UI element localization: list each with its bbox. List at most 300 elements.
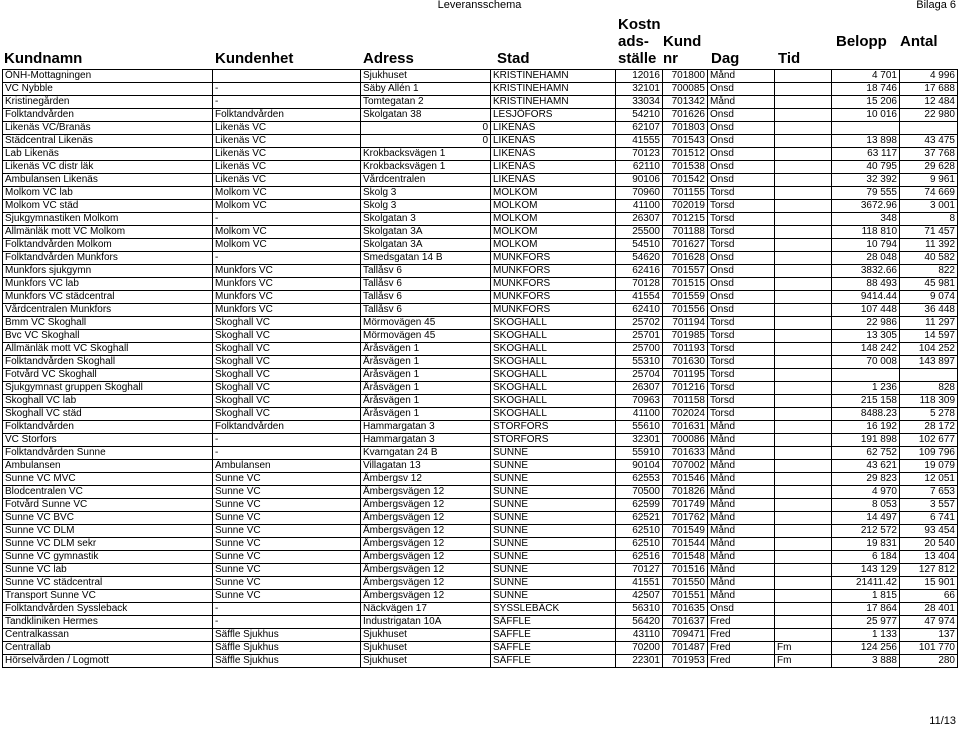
cell-kundnamn: Folktandvården [3, 421, 213, 434]
cell-tid [775, 109, 832, 122]
cell-belopp [832, 369, 900, 382]
cell-kostnadsstalle: 62510 [616, 525, 663, 538]
cell-adress: Åmbergsvägen 12 [361, 551, 491, 564]
cell-tid [775, 148, 832, 161]
table-row [3, 499, 958, 512]
cell-dag: Onsd [708, 304, 775, 317]
cell-tid [775, 330, 832, 343]
cell-kundenhet: Skoghall VC [213, 395, 361, 408]
cell-kundenhet: Munkfors VC [213, 278, 361, 291]
cell-belopp: 4 701 [832, 70, 900, 83]
cell-belopp: 15 206 [832, 96, 900, 109]
cell-kundenhet: Likenäs VC [213, 174, 361, 187]
cell-kundnamn: Transport Sunne VC [3, 590, 213, 603]
cell-antal: 7 653 [900, 486, 958, 499]
cell-kundnamn: Munkfors VC städcentral [3, 291, 213, 304]
cell-kostnadsstalle: 62599 [616, 499, 663, 512]
cell-antal: 6 741 [900, 512, 958, 525]
cell-dag: Månd [708, 564, 775, 577]
cell-antal [900, 122, 958, 135]
cell-kundenhet: Sunne VC [213, 564, 361, 577]
cell-kostnadsstalle: 55910 [616, 447, 663, 460]
cell-kundnr: 701628 [663, 252, 708, 265]
cell-tid [775, 551, 832, 564]
cell-tid [775, 83, 832, 96]
cell-tid [775, 200, 832, 213]
cell-kundnr: 701626 [663, 109, 708, 122]
cell-dag: Onsd [708, 161, 775, 174]
cell-adress: Skolgatan 3A [361, 226, 491, 239]
cell-kundnamn: Hörselvården / Logmott [3, 655, 213, 668]
cell-kundenhet: Molkom VC [213, 187, 361, 200]
cell-kundnamn: Blodcentralen VC [3, 486, 213, 499]
cell-stad: LIKENÄS [491, 161, 616, 174]
table-row [3, 200, 958, 213]
table-row [3, 421, 958, 434]
cell-kostnadsstalle: 42507 [616, 590, 663, 603]
cell-dag: Månd [708, 486, 775, 499]
cell-belopp: 191 898 [832, 434, 900, 447]
cell-kundenhet: Sunne VC [213, 590, 361, 603]
cell-kundenhet: Skoghall VC [213, 369, 361, 382]
cell-kundenhet: Folktandvården [213, 421, 361, 434]
cell-adress: Krokbacksvägen 1 [361, 161, 491, 174]
cell-belopp: 10 794 [832, 239, 900, 252]
cell-tid [775, 629, 832, 642]
cell-antal: 17 688 [900, 83, 958, 96]
cell-tid [775, 187, 832, 200]
table-row [3, 551, 958, 564]
cell-kundnr: 701548 [663, 551, 708, 564]
cell-antal: 101 770 [900, 642, 958, 655]
cell-kundnamn: Sjukgymnastiken Molkom [3, 213, 213, 226]
table-row [3, 642, 958, 655]
cell-kundnamn: Sunne VC lab [3, 564, 213, 577]
cell-stad: SKOGHALL [491, 317, 616, 330]
cell-kundenhet: Munkfors VC [213, 291, 361, 304]
cell-belopp: 3 888 [832, 655, 900, 668]
table-row [3, 486, 958, 499]
cell-tid [775, 317, 832, 330]
cell-antal: 104 252 [900, 343, 958, 356]
table-body [3, 70, 958, 668]
cell-tid: Fm [775, 655, 832, 668]
cell-kundenhet: Skoghall VC [213, 330, 361, 343]
cell-kundenhet: Munkfors VC [213, 265, 361, 278]
cell-dag: Torsd [708, 213, 775, 226]
cell-kostnadsstalle: 62410 [616, 304, 663, 317]
cell-stad: SKOGHALL [491, 408, 616, 421]
cell-adress: Vårdcentralen [361, 174, 491, 187]
cell-dag: Torsd [708, 187, 775, 200]
cell-kundnr: 701544 [663, 538, 708, 551]
cell-kundnamn: Bmm VC Skoghall [3, 317, 213, 330]
cell-belopp: 3672.96 [832, 200, 900, 213]
cell-antal: 71 457 [900, 226, 958, 239]
cell-antal: 8 [900, 213, 958, 226]
cell-stad: LIKENÄS [491, 122, 616, 135]
cell-kostnadsstalle: 62553 [616, 473, 663, 486]
cell-kundnr: 701195 [663, 369, 708, 382]
cell-kundnr: 701630 [663, 356, 708, 369]
cell-kostnadsstalle: 90106 [616, 174, 663, 187]
cell-dag: Månd [708, 473, 775, 486]
cell-tid [775, 512, 832, 525]
table-row [3, 252, 958, 265]
cell-kostnadsstalle: 25700 [616, 343, 663, 356]
table-row [3, 382, 958, 395]
cell-kostnadsstalle: 70123 [616, 148, 663, 161]
cell-antal: 828 [900, 382, 958, 395]
cell-kundnamn: Tandkliniken Hermes [3, 616, 213, 629]
cell-kundnamn: Sunne VC städcentral [3, 577, 213, 590]
cell-adress: Åmbergsv 12 [361, 473, 491, 486]
cell-antal: 4 996 [900, 70, 958, 83]
cell-dag: Torsd [708, 200, 775, 213]
header-kundnamn: Kundnamn [4, 50, 83, 67]
cell-kostnadsstalle: 22301 [616, 655, 663, 668]
cell-belopp: 14 497 [832, 512, 900, 525]
cell-kundnamn: Sunne VC DLM sekr [3, 538, 213, 551]
header-kostnadsstalle-1: Kostn [618, 16, 661, 33]
cell-stad: MUNKFORS [491, 278, 616, 291]
cell-kundnr: 701551 [663, 590, 708, 603]
cell-tid [775, 252, 832, 265]
table-row [3, 122, 958, 135]
cell-tid [775, 421, 832, 434]
cell-belopp: 63 117 [832, 148, 900, 161]
cell-kundnr: 701188 [663, 226, 708, 239]
cell-kostnadsstalle: 43110 [616, 629, 663, 642]
cell-stad: MUNKFORS [491, 252, 616, 265]
cell-kundenhet: Sunne VC [213, 486, 361, 499]
cell-stad: MOLKOM [491, 239, 616, 252]
cell-kostnadsstalle: 25702 [616, 317, 663, 330]
cell-kostnadsstalle: 26307 [616, 213, 663, 226]
cell-adress: Skolgatan 3 [361, 213, 491, 226]
cell-stad: LESJÖFORS [491, 109, 616, 122]
cell-stad: SUNNE [491, 447, 616, 460]
cell-kundnamn: Skoghall VC städ [3, 408, 213, 421]
cell-antal: 66 [900, 590, 958, 603]
cell-kundnr: 701631 [663, 421, 708, 434]
cell-kostnadsstalle: 56310 [616, 603, 663, 616]
header-tid: Tid [778, 50, 801, 67]
cell-kundenhet: Likenäs VC [213, 148, 361, 161]
cell-tid [775, 70, 832, 83]
cell-kundenhet: - [213, 447, 361, 460]
cell-belopp [832, 122, 900, 135]
cell-kostnadsstalle: 25701 [616, 330, 663, 343]
cell-adress: Åråsvägen 1 [361, 408, 491, 421]
cell-kundnamn: Skoghall VC lab [3, 395, 213, 408]
cell-kundenhet: Sunne VC [213, 551, 361, 564]
table-row [3, 278, 958, 291]
header-antal: Antal [900, 33, 938, 50]
cell-kostnadsstalle: 70963 [616, 395, 663, 408]
cell-kostnadsstalle: 26307 [616, 382, 663, 395]
table-row [3, 317, 958, 330]
cell-kundnamn: Folktandvården Molkom [3, 239, 213, 252]
cell-kundenhet: Sunne VC [213, 473, 361, 486]
cell-antal: 143 897 [900, 356, 958, 369]
cell-kundnamn: Sunne VC BVC [3, 512, 213, 525]
cell-stad: SUNNE [491, 486, 616, 499]
cell-kostnadsstalle: 41555 [616, 135, 663, 148]
cell-kundnamn: Molkom VC städ [3, 200, 213, 213]
table-row [3, 161, 958, 174]
cell-belopp: 21411.42 [832, 577, 900, 590]
cell-dag: Onsd [708, 83, 775, 96]
cell-antal: 28 401 [900, 603, 958, 616]
cell-stad: SUNNE [491, 460, 616, 473]
cell-kundenhet: - [213, 252, 361, 265]
cell-kostnadsstalle: 54210 [616, 109, 663, 122]
cell-antal [900, 369, 958, 382]
cell-belopp: 1 236 [832, 382, 900, 395]
cell-kundenhet: Skoghall VC [213, 382, 361, 395]
cell-antal: 102 677 [900, 434, 958, 447]
cell-tid [775, 161, 832, 174]
header-kostnadsstalle-2: ads- [618, 33, 649, 50]
cell-kundnamn: Likenäs VC distr läk [3, 161, 213, 174]
cell-kundnr: 701549 [663, 525, 708, 538]
cell-belopp: 25 977 [832, 616, 900, 629]
cell-kundenhet: Säffle Sjukhus [213, 629, 361, 642]
cell-tid [775, 265, 832, 278]
cell-kundnamn: Folktandvården Skoghall [3, 356, 213, 369]
cell-kundenhet: Likenäs VC [213, 161, 361, 174]
cell-tid [775, 447, 832, 460]
table-row [3, 187, 958, 200]
cell-belopp: 10 016 [832, 109, 900, 122]
cell-stad: STORFORS [491, 434, 616, 447]
cell-tid [775, 460, 832, 473]
cell-kundnr: 702019 [663, 200, 708, 213]
cell-belopp: 143 129 [832, 564, 900, 577]
cell-antal: 12 484 [900, 96, 958, 109]
cell-kundnamn: Allmänläk mott VC Skoghall [3, 343, 213, 356]
cell-belopp: 3832.66 [832, 265, 900, 278]
cell-kundnr: 701538 [663, 161, 708, 174]
cell-kundenhet: Sunne VC [213, 538, 361, 551]
cell-adress: Åmbergsvägen 12 [361, 590, 491, 603]
cell-kostnadsstalle: 41100 [616, 200, 663, 213]
cell-kundnamn: Folktandvården Syssleback [3, 603, 213, 616]
table-row [3, 109, 958, 122]
cell-kundenhet: - [213, 83, 361, 96]
cell-kostnadsstalle: 70127 [616, 564, 663, 577]
table-row [3, 473, 958, 486]
cell-antal: 13 404 [900, 551, 958, 564]
cell-kundnamn: Sunne VC gymnastik [3, 551, 213, 564]
cell-kundnamn: Ambulansen Likenäs [3, 174, 213, 187]
header-kundnr-2: nr [663, 50, 678, 67]
cell-kundnr: 701803 [663, 122, 708, 135]
table-row [3, 356, 958, 369]
cell-kundenhet: - [213, 213, 361, 226]
cell-dag: Månd [708, 70, 775, 83]
cell-dag: Torsd [708, 395, 775, 408]
table-row [3, 343, 958, 356]
cell-belopp: 28 048 [832, 252, 900, 265]
cell-kundnr: 701556 [663, 304, 708, 317]
cell-dag: Onsd [708, 109, 775, 122]
cell-dag: Månd [708, 525, 775, 538]
column-header-row [0, 14, 959, 70]
cell-kundenhet [213, 70, 361, 83]
cell-adress: Hammargatan 3 [361, 421, 491, 434]
cell-belopp: 88 493 [832, 278, 900, 291]
cell-kundnamn: Sunne VC MVC [3, 473, 213, 486]
cell-antal: 93 454 [900, 525, 958, 538]
cell-dag: Månd [708, 577, 775, 590]
cell-dag: Torsd [708, 239, 775, 252]
cell-kostnadsstalle: 54620 [616, 252, 663, 265]
cell-belopp: 43 621 [832, 460, 900, 473]
header-kundenhet: Kundenhet [215, 50, 294, 67]
cell-belopp: 16 192 [832, 421, 900, 434]
cell-antal: 40 582 [900, 252, 958, 265]
cell-kundnr: 701762 [663, 512, 708, 525]
cell-stad: SUNNE [491, 590, 616, 603]
cell-belopp: 212 572 [832, 525, 900, 538]
cell-stad: LIKENÄS [491, 148, 616, 161]
cell-antal: 118 309 [900, 395, 958, 408]
table-row [3, 564, 958, 577]
table-row [3, 603, 958, 616]
cell-dag: Fred [708, 655, 775, 668]
header-adress: Adress [363, 50, 414, 67]
table-row [3, 525, 958, 538]
cell-antal: 14 597 [900, 330, 958, 343]
table-row [3, 291, 958, 304]
cell-adress: Tallåsv 6 [361, 265, 491, 278]
cell-antal: 12 051 [900, 473, 958, 486]
cell-kostnadsstalle: 62516 [616, 551, 663, 564]
table-row [3, 616, 958, 629]
cell-stad: SKOGHALL [491, 369, 616, 382]
cell-kundnr: 701557 [663, 265, 708, 278]
cell-stad: SKOGHALL [491, 330, 616, 343]
cell-kundenhet: Munkfors VC [213, 304, 361, 317]
cell-kundnr: 701635 [663, 603, 708, 616]
cell-kundnr: 701158 [663, 395, 708, 408]
cell-kundnamn: Folktandvården Munkfors [3, 252, 213, 265]
cell-dag: Torsd [708, 382, 775, 395]
cell-dag: Torsd [708, 369, 775, 382]
cell-kundnamn: VC Storfors [3, 434, 213, 447]
cell-dag: Onsd [708, 278, 775, 291]
cell-tid [775, 499, 832, 512]
cell-stad: SKOGHALL [491, 382, 616, 395]
cell-stad: SÄFFLE [491, 642, 616, 655]
cell-antal: 74 669 [900, 187, 958, 200]
header-belopp: Belopp [836, 33, 887, 50]
cell-dag: Onsd [708, 148, 775, 161]
cell-dag: Torsd [708, 330, 775, 343]
cell-belopp: 62 752 [832, 447, 900, 460]
cell-adress: Krokbacksvägen 1 [361, 148, 491, 161]
cell-dag: Torsd [708, 343, 775, 356]
cell-antal: 822 [900, 265, 958, 278]
cell-tid [775, 226, 832, 239]
cell-antal: 20 540 [900, 538, 958, 551]
header-stad: Stad [497, 50, 530, 67]
document-title: Leveransschema [437, 0, 522, 11]
cell-stad: SUNNE [491, 512, 616, 525]
cell-kundenhet: Ambulansen [213, 460, 361, 473]
cell-kundnr: 709471 [663, 629, 708, 642]
cell-dag: Onsd [708, 265, 775, 278]
cell-kundnr: 702024 [663, 408, 708, 421]
cell-adress: Åmbergsvägen 12 [361, 499, 491, 512]
cell-tid [775, 408, 832, 421]
cell-kundenhet: Likenäs VC [213, 135, 361, 148]
cell-kostnadsstalle: 56420 [616, 616, 663, 629]
cell-adress: Åmbergsvägen 12 [361, 486, 491, 499]
table-row [3, 174, 958, 187]
cell-adress: Åråsvägen 1 [361, 356, 491, 369]
page-number: 11/13 [929, 715, 956, 727]
cell-belopp: 13 898 [832, 135, 900, 148]
cell-belopp: 148 242 [832, 343, 900, 356]
cell-stad: SUNNE [491, 473, 616, 486]
appendix-label: Bilaga 6 [916, 0, 956, 11]
cell-kundnamn: Munkfors VC lab [3, 278, 213, 291]
cell-kundnamn: Fotvård VC Skoghall [3, 369, 213, 382]
cell-adress: Åråsvägen 1 [361, 395, 491, 408]
table-row [3, 304, 958, 317]
cell-dag: Månd [708, 421, 775, 434]
table-row [3, 447, 958, 460]
cell-stad: SYSSLEBÄCK [491, 603, 616, 616]
cell-tid [775, 213, 832, 226]
cell-adress: Säby Allén 1 [361, 83, 491, 96]
cell-kundnr: 701516 [663, 564, 708, 577]
cell-kundnamn: Vårdcentralen Munkfors [3, 304, 213, 317]
cell-kundnr: 701559 [663, 291, 708, 304]
cell-kostnadsstalle: 41100 [616, 408, 663, 421]
cell-belopp: 1 133 [832, 629, 900, 642]
cell-kundnr: 701342 [663, 96, 708, 109]
cell-antal: 28 172 [900, 421, 958, 434]
cell-stad: MUNKFORS [491, 304, 616, 317]
table-row [3, 395, 958, 408]
cell-stad: SUNNE [491, 525, 616, 538]
cell-stad: KRISTINEHAMN [491, 70, 616, 83]
cell-kundnamn: Sunne VC DLM [3, 525, 213, 538]
cell-stad: KRISTINEHAMN [491, 83, 616, 96]
cell-belopp: 118 810 [832, 226, 900, 239]
cell-tid [775, 239, 832, 252]
table-row [3, 226, 958, 239]
cell-dag: Månd [708, 434, 775, 447]
cell-kundnamn: Städcentral Likenäs [3, 135, 213, 148]
cell-adress: Skolg 3 [361, 187, 491, 200]
cell-belopp: 29 823 [832, 473, 900, 486]
cell-adress: Mörmovägen 45 [361, 330, 491, 343]
cell-tid [775, 278, 832, 291]
cell-dag: Fred [708, 629, 775, 642]
cell-adress: Åråsvägen 1 [361, 343, 491, 356]
cell-antal: 43 475 [900, 135, 958, 148]
cell-kundnamn: Centralkassan [3, 629, 213, 642]
cell-kundenhet: - [213, 96, 361, 109]
cell-kostnadsstalle: 70200 [616, 642, 663, 655]
cell-kostnadsstalle: 41551 [616, 577, 663, 590]
cell-dag: Onsd [708, 135, 775, 148]
